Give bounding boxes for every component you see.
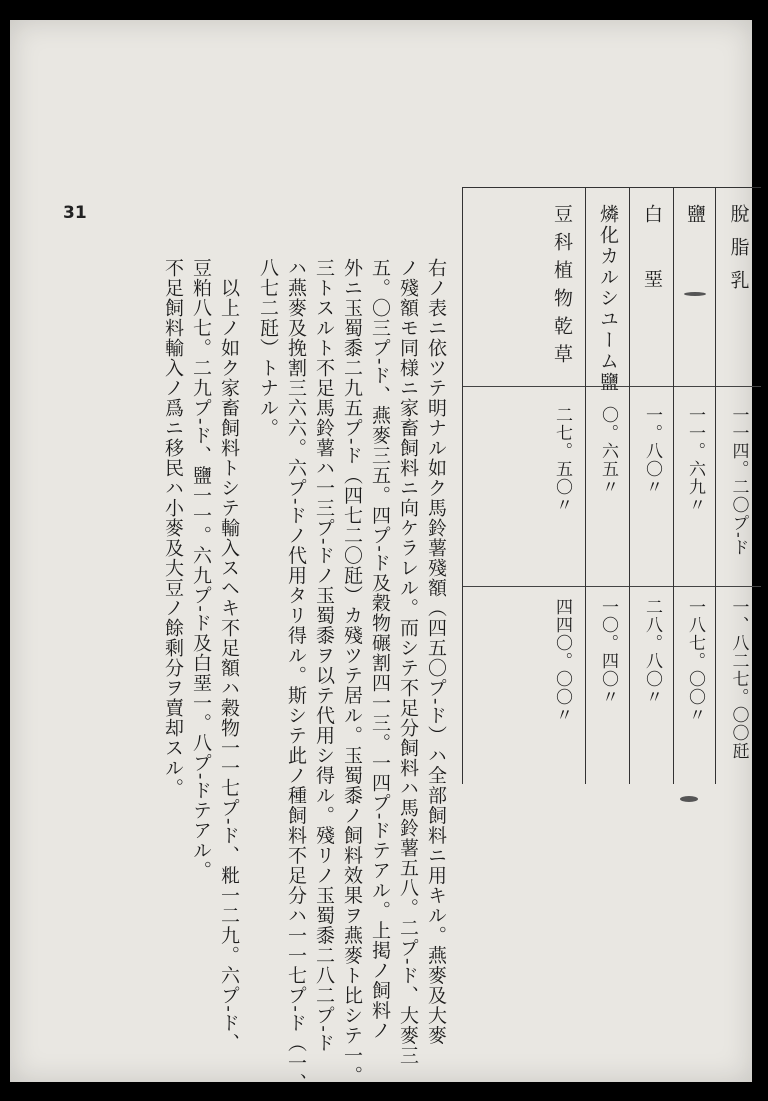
text-line: 右ノ表ニ依ツテ明ナル如ク馬鈴薯殘額（四五〇プ‐ド）ハ全部飼料ニ用キル。燕麥及大麥	[425, 258, 447, 1046]
table-row	[585, 188, 630, 784]
row-value-pood: 一一四。二〇プ‐ド	[728, 406, 749, 557]
page-number: 31	[63, 203, 87, 223]
feed-table	[462, 187, 761, 784]
row-value-pood: 一。八〇〃	[642, 406, 662, 496]
scan-mark	[680, 796, 698, 802]
document-page	[10, 20, 752, 1093]
row-label: 豆科植物乾草	[551, 204, 573, 372]
row-label: 鹽	[684, 204, 706, 237]
row-value-kg: 四四〇。〇〇〃	[552, 598, 572, 724]
table-row	[673, 188, 716, 784]
table-row	[629, 188, 674, 784]
row-value-kg: 一八七。〇〇〃	[685, 598, 705, 724]
table-row	[538, 188, 586, 784]
text-line: 五。〇三プ‐ド、燕麥三五。四プ‐ド及穀物碾割四一三。一四プ‐ドテアル。上掲ノ飼料ノ	[369, 258, 391, 1041]
row-label: 燐化カルシユーム鹽	[597, 204, 619, 393]
text-line: 八七二瓩）トナル。	[257, 258, 279, 438]
row-label: 白堊	[641, 204, 663, 334]
text-line: 以上ノ如ク家畜飼料トシテ輸入スヘキ不足額ハ穀物一一七プ‐ド、粃一二九。六プ‐ド、	[218, 278, 240, 1053]
text-line: 豆粕八七。二九プ‐ド、鹽一一。六九プ‐ド及白堊一。八プ‐ドテアル。	[190, 258, 212, 881]
text-line: ノ殘額モ同様ニ家畜飼料ニ向ケラレル。而シテ不足分飼料ハ馬鈴薯五八。二プ‐ド、大麥三	[397, 258, 419, 1066]
row-value-pood: 一一。六九〃	[685, 406, 705, 514]
scan-mark	[684, 292, 706, 296]
row-value-kg: 一〇。四〇〃	[598, 598, 618, 706]
row-value-pood: 二七。五〇〃	[552, 406, 572, 514]
row-value-kg: 一、八二七。〇〇瓩	[728, 598, 749, 760]
row-value-pood: 〇。六五〃	[598, 406, 618, 496]
text-line: 外ニ玉蜀黍二九五プ‐ド（四七二〇瓩）カ殘ツテ居ル。玉蜀黍ノ飼料效果ヲ燕麥ト比シテ一。	[341, 258, 363, 1086]
text-line: 三トスルト不足馬鈴薯ハ一三プ‐ドノ玉蜀黍ヲ以テ代用シ得ル。殘リノ玉蜀黍二八二プ‐ド	[313, 258, 335, 1053]
table-row	[715, 188, 761, 784]
row-label: 脫脂乳	[727, 204, 750, 303]
text-line: ハ燕麥及挽割三六六。六プ‐ドノ代用タリ得ル。斯シテ此ノ種飼料不足分ハ一一七プ‐ド（一、	[285, 258, 307, 1093]
text-line: 不足飼料輸入ノ爲ニ移民ハ小麥及大豆ノ餘剩分ヲ賣却スル。	[162, 258, 184, 798]
row-value-kg: 二八。八〇〃	[642, 598, 662, 706]
